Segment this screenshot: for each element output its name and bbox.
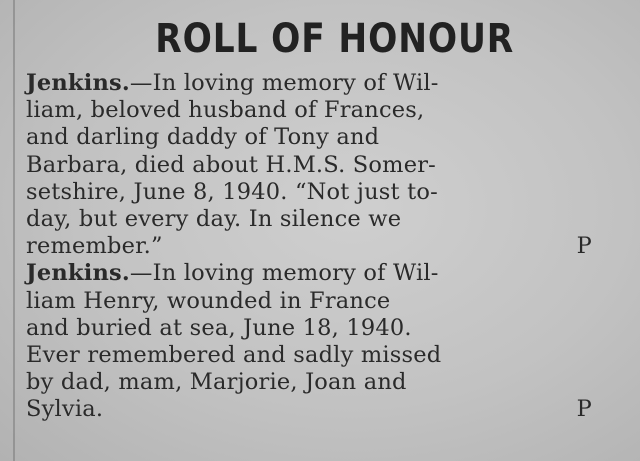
notice-2: [26, 260, 610, 423]
notice-line: and buried at sea, June 18, 1940.: [26, 314, 412, 341]
notice-text: —In loving memory of Wil-: [129, 260, 439, 287]
notice-line: Barbara, died about H.M.S. Somer-: [26, 151, 436, 178]
notices-column: [26, 70, 610, 423]
notice-line: [26, 70, 610, 97]
notice-text: remember.”: [26, 233, 163, 260]
notice-line: day, but every day. In silence we: [26, 205, 402, 232]
notice-line: and darling daddy of Tony and: [26, 124, 380, 151]
notice-line: Ever remembered and sadly missed: [26, 341, 442, 368]
notice-text: —In loving memory of Wil-: [129, 70, 439, 96]
notice-surname: Jenkins.: [26, 260, 130, 287]
notice-line: liam, beloved husband of Frances,: [26, 97, 425, 124]
notice-signature: P: [576, 233, 592, 260]
notice-line: setshire, June 8, 1940. “Not just to-: [26, 178, 438, 205]
notice-text: Sylvia.: [26, 396, 104, 423]
notice-line: by dad, mam, Marjorie, Joan and: [26, 369, 407, 396]
section-heading: ROLL OF HONOUR: [155, 16, 515, 62]
notice-surname: Jenkins.: [26, 70, 130, 96]
notice-signature: P: [576, 396, 592, 423]
notice-line: liam Henry, wounded in France: [26, 287, 391, 314]
notice-line: [26, 260, 610, 287]
notice-line: [26, 396, 610, 423]
notice-line: [26, 233, 610, 260]
notice-1: [26, 70, 610, 260]
column-rule: [13, 0, 15, 461]
